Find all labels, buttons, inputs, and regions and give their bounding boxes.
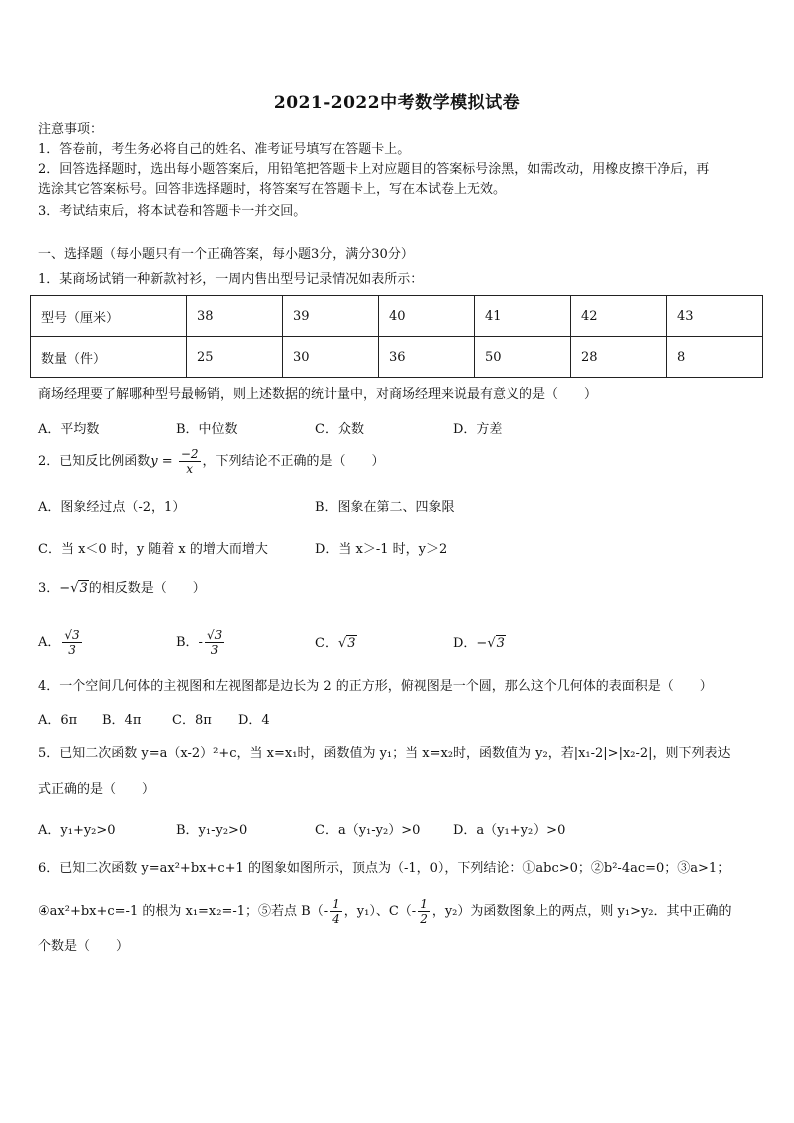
q6-line2 (38, 895, 758, 929)
q1-option-d[interactable]: D．方差 (453, 422, 503, 437)
q5-option-d[interactable]: D．a（y₁+y₂）>0 (453, 823, 566, 838)
table-cell: 43 (667, 296, 763, 337)
q1-stem: 1．某商场试销一种新款衬衫，一周内售出型号记录情况如表所示： (38, 272, 424, 287)
table-cell: 28 (571, 337, 667, 378)
q6-line3: 个数是（ ） (38, 939, 130, 954)
q1-option-b[interactable]: B．中位数 (176, 422, 238, 437)
q2-options-row2 (38, 538, 758, 556)
notice-item-1: 1．答卷前，考生务必将自己的姓名、准考证号填写在答题卡上。 (38, 142, 411, 157)
notice-heading: 注意事项： (38, 122, 104, 137)
q3-radicand: 3 (79, 581, 88, 596)
q3-option-b-label: B．- (176, 635, 203, 650)
q3-option-d-label: D．− (453, 636, 488, 651)
q6-fraction-2 (418, 897, 430, 926)
section-heading: 一、选择题（每小题只有一个正确答案，每小题3分，满分30分） (38, 247, 414, 262)
q3-option-c-sqrt: √3 (337, 636, 356, 651)
q3-option-b-num: √3 (206, 628, 223, 642)
q3-option-c-label: C． (315, 636, 338, 651)
q3-option-a-radicand: 3 (72, 628, 80, 642)
q1-options (38, 418, 758, 436)
q6-fraction-1-den: 4 (332, 912, 340, 926)
table-cell: 25 (187, 337, 283, 378)
q1-table (30, 295, 763, 378)
q5-line1: 5．已知二次函数 y=a（x-2）²+c，当 x=x₁时，函数值为 y₁；当 x=x₂时，函数值为 y₂，若|x₁-2|>|x₂-2|，则下列表达 (38, 746, 731, 761)
table-cell: 型号（厘米） (31, 296, 187, 337)
q2-fraction (179, 447, 201, 476)
q3-option-b-fraction (205, 628, 224, 657)
q2-y: y (150, 454, 158, 469)
table-cell: 42 (571, 296, 667, 337)
q6-fraction-2-den: 2 (420, 912, 428, 926)
q4-option-a[interactable]: A．6π (38, 713, 78, 728)
q3-option-a-fraction (62, 628, 81, 657)
q3-neg: − (59, 581, 71, 596)
table-row (31, 296, 763, 337)
q4-option-c[interactable]: C．8π (172, 713, 212, 728)
q3-option-d-radicand: 3 (496, 636, 505, 651)
q6-minus-1: - (323, 904, 329, 919)
table-cell: 8 (667, 337, 763, 378)
notice-item-2: 2．回答选择题时，选出每小题答案后，用铅笔把答题卡上对应题目的答案标号涂黑，如需改动，用橡皮擦干净后，再 (38, 162, 710, 177)
q2-stem-lead: 2．已知反比例函数 (38, 454, 151, 469)
q5-option-a[interactable]: A．y₁+y₂>0 (38, 823, 116, 838)
table-cell: 50 (475, 337, 571, 378)
q4-option-b[interactable]: B．4π (102, 713, 142, 728)
q2-options-row1 (38, 496, 758, 514)
q2-stem-tail: ，下列结论不正确的是（ ） (202, 454, 385, 469)
q3-option-d[interactable] (453, 632, 506, 651)
q6-line2-mid: ，y₁）、C（ (343, 904, 412, 919)
q6-line2-lead: ④ax²+bx+c=-1 的根为 x₁=x₂=-1；⑤若点 B（ (38, 904, 324, 919)
q3-option-c-radicand: 3 (347, 636, 356, 651)
q4-options (38, 709, 758, 727)
q2-option-b[interactable]: B．图象在第二、四象限 (315, 500, 455, 515)
q2-option-d[interactable]: D．当 x＞-1 时，y＞2 (315, 542, 448, 557)
q5-line2: 式正确的是（ ） (38, 782, 156, 797)
table-cell: 数量（件） (31, 337, 187, 378)
table-cell: 39 (283, 296, 379, 337)
q1-option-c[interactable]: C．众数 (315, 422, 364, 437)
q3-option-b-den: 3 (210, 643, 219, 657)
notice-item-2-cont: 选涂其它答案标号。回答非选择题时，将答案写在答题卡上，写在本试卷上无效。 (38, 182, 507, 197)
q1-question: 商场经理要了解哪种型号最畅销，则上述数据的统计量中，对商场经理来说最有意义的是（ ） (38, 387, 598, 402)
q3-sqrt: √3 (70, 581, 88, 596)
q3-option-d-sqrt: √3 (487, 636, 505, 651)
table-cell: 38 (187, 296, 283, 337)
q5-options (38, 819, 758, 837)
q2-stem (38, 447, 758, 477)
q3-stem (38, 580, 758, 598)
notice-item-3: 3．考试结束后，将本试卷和答题卡一并交回。 (38, 204, 307, 219)
q6-fraction-2-num: 1 (420, 897, 428, 911)
table-cell: 40 (379, 296, 475, 337)
q3-option-c[interactable] (315, 632, 357, 651)
q6-line1: 6．已知二次函数 y=ax²+bx+c+1 的图象如图所示，顶点为（-1，0），下列结论：①abc>0；②b²-4ac=0；③a>1； (38, 861, 731, 876)
table-cell: 30 (283, 337, 379, 378)
q3-option-b[interactable] (176, 628, 226, 657)
q6-line2-tail: ，y₂）为函数图象上的两点，则 y₁>y₂．其中正确的 (431, 904, 732, 919)
q2-option-a[interactable]: A．图象经过点（-2，1） (38, 500, 186, 515)
q3-stem-tail: 的相反数是（ ） (88, 581, 206, 596)
q6-fraction-1-num: 1 (332, 897, 340, 911)
q6-fraction-1 (330, 897, 342, 926)
q4-stem: 4．一个空间几何体的主视图和左视图都是边长为 2 的正方形，俯视图是一个圆，那么这个几何体的表面积是（ ） (38, 679, 713, 694)
q3-option-a-label: A． (38, 635, 61, 650)
q3-option-b-radicand: 3 (214, 628, 223, 642)
q3-option-a-num: √3 (64, 628, 80, 642)
table-row (31, 337, 763, 378)
q3-option-a[interactable] (38, 628, 84, 657)
q2-eq: = (157, 454, 177, 469)
q4-option-d[interactable]: D．4 (238, 713, 270, 728)
table-cell: 41 (475, 296, 571, 337)
q2-option-c[interactable]: C．当 x＜0 时，y 随着 x 的增大而增大 (38, 542, 268, 557)
q5-option-b[interactable]: B．y₁-y₂>0 (176, 823, 248, 838)
table-cell: 36 (379, 337, 475, 378)
q3-options (38, 620, 758, 664)
page-title: 2021-2022中考数学模拟试卷 (273, 93, 521, 113)
q2-fraction-den: x (186, 462, 194, 476)
q1-option-a[interactable]: A．平均数 (38, 422, 100, 437)
q2-fraction-num: −2 (180, 447, 199, 461)
q5-option-c[interactable]: C．a（y₁-y₂）>0 (315, 823, 421, 838)
q3-stem-lead: 3． (38, 581, 60, 596)
q3-option-a-den: 3 (68, 643, 76, 657)
q6-minus-2: - (411, 904, 417, 919)
